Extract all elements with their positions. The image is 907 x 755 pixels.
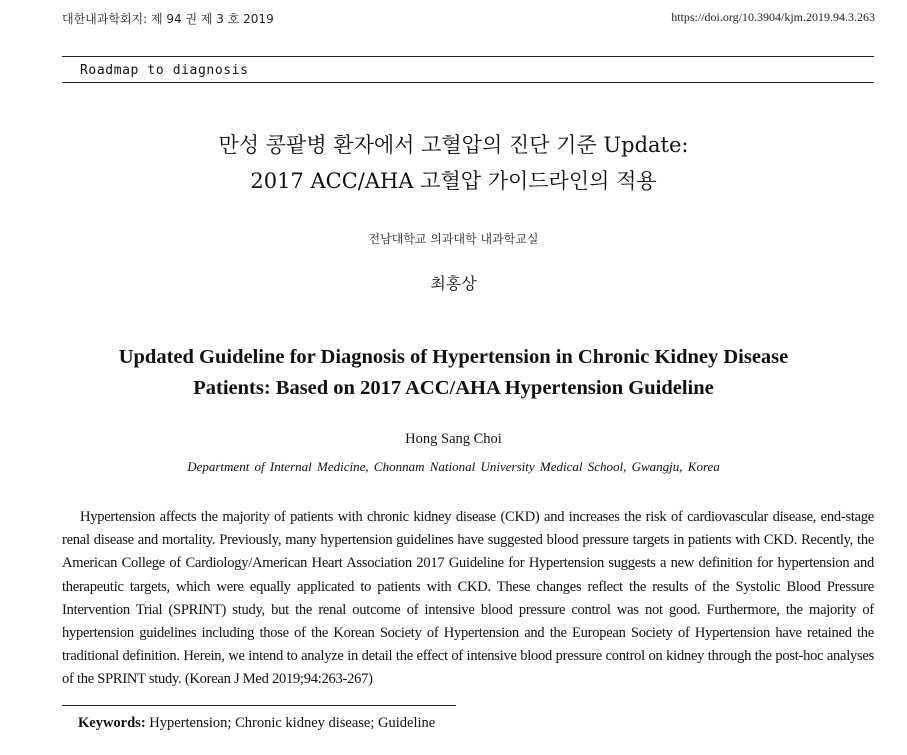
section-label: Roadmap to diagnosis [80,63,249,78]
keywords [78,715,435,732]
journal-header: 대한내과학회지: 제 94 권 제 3 호 2019 [62,12,274,26]
korean-author: 최홍상 [430,274,477,293]
section-rule-bottom [62,82,874,83]
english-author: Hong Sang Choi [405,431,502,447]
korean-title-line2: 2017 ACC/AHA 고혈압 가이드라인의 적용 [250,169,657,193]
section-rule-top [62,56,874,57]
korean-affiliation: 전남대학교 의과대학 내과학교실 [368,232,539,246]
abstract-text: Hypertension affects the majority of patients with chronic kidney disease (CKD) and increases the risk of cardiovascular disease, end-stage renal disease and mortality. Previously, many hypertension guidelines have suggested blood pressure targets in patients with CKD. Recently, the American College of Cardiology/American Heart Association 2017 Guideline for Hypertension suggests a new definition for hypertension and therapeutic targets, which were equally applicated to patients with CKD. These changes reflect the results of the Systolic Blood Pressure Intervention Trial (SPRINT) study, but the renal outcome of intensive blood pressure control was not good. Furthermore, the majority of hypertension guidelines including those of the Korean Society of Hypertension and the European Society of Hypertension have retained the traditional definition. Herein, we intend to analyze in detail the effect of intensive blood pressure control on kidney through the post-hoc analyses of the SPRINT study. (Korean J Med 2019;94:263-267) [62,509,874,688]
english-affiliation: Department of Internal Medicine, Chonnam National University Medical School, Gwangju, Korea [187,459,720,474]
korean-title-line1: 만성 콩팥병 환자에서 고혈압의 진단 기준 Update: [218,133,689,157]
doi-link[interactable]: https://doi.org/10.3904/kjm.2019.94.3.263 [671,10,875,24]
keywords-label: Keywords: [78,715,146,731]
english-title-line1: Updated Guideline for Diagnosis of Hypertension in Chronic Kidney Disease [118,346,789,368]
english-title-line2: Patients: Based on 2017 ACC/AHA Hypertension Guideline [193,377,714,399]
keywords-rule [62,705,456,706]
keywords-text: Hypertension; Chronic kidney disease; Guideline [149,715,436,731]
